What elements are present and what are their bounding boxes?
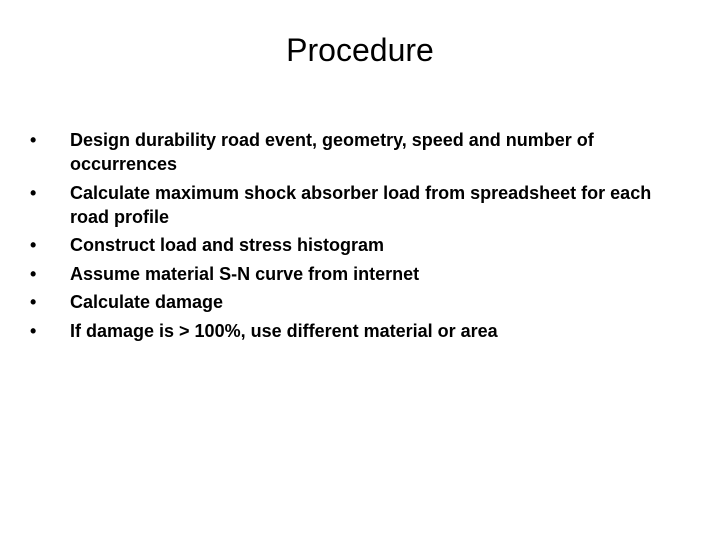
bullet-item (30, 181, 680, 229)
bullet-text: If damage is > 100%, use different material or area (70, 320, 498, 341)
bullet-icon: • (30, 263, 37, 284)
bullet-item (30, 128, 680, 176)
bullet-item (30, 262, 680, 286)
slide-title: Procedure (286, 32, 434, 68)
bullet-icon: • (30, 182, 37, 203)
bullet-list (30, 128, 680, 348)
bullet-text: Assume material S-N curve from internet (70, 263, 420, 284)
bullet-icon: • (30, 292, 37, 313)
bullet-icon: • (30, 320, 37, 341)
bullet-text: Calculate maximum shock absorber load from spreadsheet for each road profile (70, 182, 652, 227)
bullet-item (30, 319, 680, 343)
bullet-text: Design durability road event, geometry, speed and number of occurrences (70, 130, 594, 174)
bullet-icon: • (30, 130, 37, 150)
bullet-text: Construct load and stress histogram (70, 235, 385, 256)
bullet-item (30, 290, 680, 314)
bullet-item (30, 233, 680, 257)
bullet-icon: • (30, 235, 37, 256)
bullet-text: Calculate damage (70, 292, 224, 313)
